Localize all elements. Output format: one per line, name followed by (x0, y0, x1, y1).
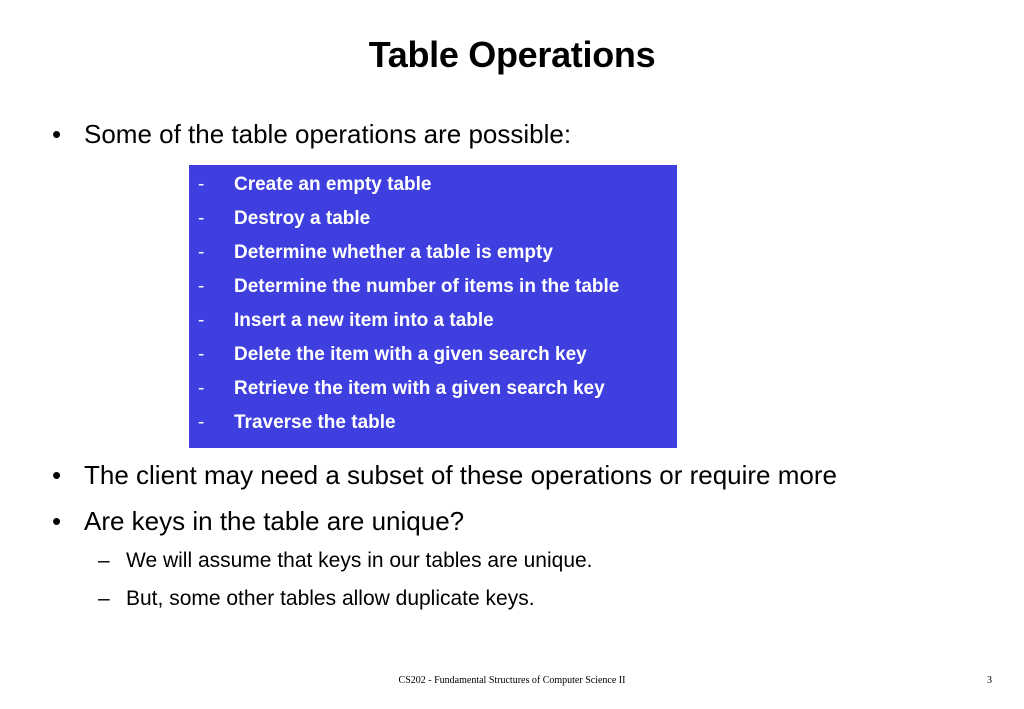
operation-marker: - (198, 276, 205, 297)
bullet-marker: • (52, 119, 62, 149)
bullet-marker: • (52, 506, 62, 536)
operation-text: Destroy a table (234, 208, 371, 229)
sub-bullet-text: But, some other tables allow duplicate keys. (126, 587, 535, 610)
operation-item (189, 376, 677, 410)
operation-text: Retrieve the item with a given search key (234, 378, 605, 399)
sub-bullet-marker: – (98, 587, 110, 610)
bullet-marker: • (52, 460, 62, 490)
operation-text: Determine whether a table is empty (234, 242, 553, 263)
operation-item (189, 172, 677, 206)
sub-bullet-item (98, 586, 535, 612)
page-number: 3 (987, 675, 992, 686)
bullet-item (52, 505, 464, 537)
bullet-text: The client may need a subset of these operations or require more (84, 460, 837, 490)
operation-text: Determine the number of items in the table (234, 276, 620, 297)
bullet-item (52, 459, 837, 491)
operation-item (189, 274, 677, 308)
operation-item (189, 240, 677, 274)
operation-text: Insert a new item into a table (234, 310, 494, 331)
operation-item (189, 410, 677, 444)
operation-text: Traverse the table (234, 412, 396, 433)
bullet-item (52, 118, 571, 150)
operation-item (189, 206, 677, 240)
operation-marker: - (198, 378, 205, 399)
operation-text: Delete the item with a given search key (234, 344, 587, 365)
sub-bullet-marker: – (98, 549, 110, 572)
operation-marker: - (198, 310, 205, 331)
operation-item (189, 342, 677, 376)
operation-marker: - (198, 174, 205, 195)
slide-title: Table Operations (368, 34, 656, 75)
operation-item (189, 308, 677, 342)
bullet-text: Some of the table operations are possible: (84, 119, 572, 149)
footer-course: CS202 - Fundamental Structures of Computer Science II (398, 675, 626, 686)
operation-text: Create an empty table (234, 174, 432, 195)
operation-marker: - (198, 344, 205, 365)
bullet-text: Are keys in the table are unique? (84, 506, 465, 536)
sub-bullet-item (98, 548, 593, 574)
operation-marker: - (198, 242, 205, 263)
operation-marker: - (198, 412, 205, 433)
sub-bullet-text: We will assume that keys in our tables are unique. (126, 549, 593, 572)
operation-marker: - (198, 208, 205, 229)
operations-box (189, 165, 677, 448)
